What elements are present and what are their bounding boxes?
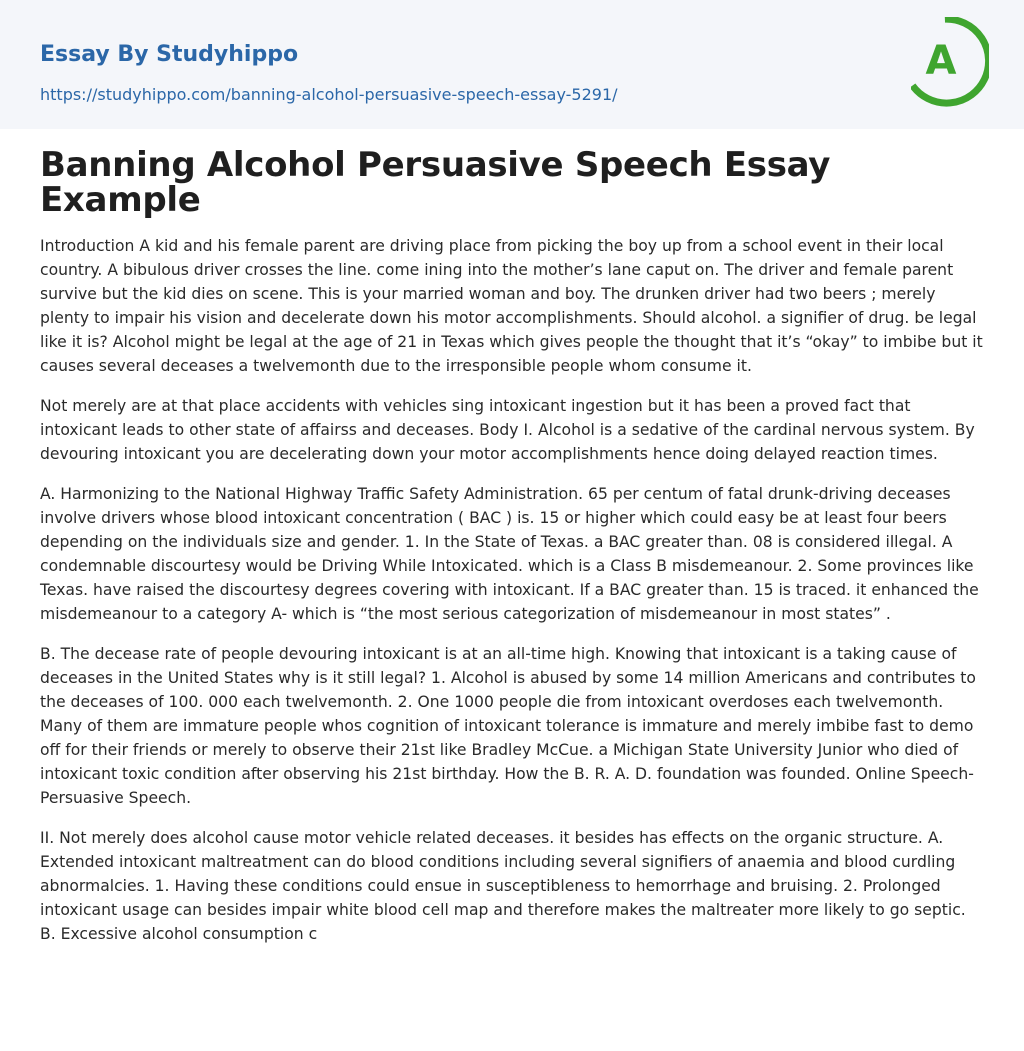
page-url-link[interactable]: https://studyhippo.com/banning-alcohol-persuasive-speech-essay-5291/ — [40, 85, 618, 104]
logo-letter: A — [925, 38, 957, 84]
article-paragraph: Introduction A kid and his female parent are driving place from picking the boy up from a school event in their local country. A bibulous driver crosses the line. come ining into the mother’s lane caput on. The driver and female parent survive but the kid dies on scene. This is your married woman and boy. The drunken driver had two beers ; merely plenty to impair his vision and decelerate down his motor accomplishments. Should alcohol. a signifier of drug. be legal like it is? Alcohol might be legal at the age of 21 in Texas which gives people the thought that it’s “okay” to imbibe but it causes several deceases a twelvemonth due to the irresponsible people whom consume it. — [40, 237, 983, 375]
article-paragraph: Not merely are at that place accidents with vehicles sing intoxicant ingestion but it has been a proved fact that intoxicant leads to other state of affairss and deceases. Body I. Alcohol is a sedative of the cardinal nervous system. By devouring intoxicant you are decelerating down your motor accomplishments hence doing delayed reaction times. — [40, 397, 975, 463]
article — [0, 145, 1024, 946]
article-paragraph: B. The decease rate of people devouring intoxicant is at an all-time high. Knowing that intoxicant is a taking cause of deceases in the United States why is it still legal? 1. Alcohol is abused by some 14 million Americans and contributes to the deceases of 100. 000 each twelvemonth. 2. One 1000 people die from intoxicant overdoses each twelvemonth. Many of them are immature people whos cognition of intoxicant tolerance is immature and merely imbibe fast to demo off for their friends or merely to observe their 21st like Bradley McCue. a Michigan State University Junior who died of intoxicant toxic condition after observing his 21st birthday. How the B. R. A. D. foundation was founded. Online Speech-Persuasive Speech. — [40, 645, 976, 807]
site-header — [0, 0, 1024, 129]
article-title: Banning Alcohol Persuasive Speech Essay Example — [40, 145, 831, 220]
studyhippo-logo-icon[interactable] — [911, 17, 989, 107]
site-name-link[interactable]: Essay By Studyhippo — [40, 42, 299, 67]
article-paragraph: A. Harmonizing to the National Highway Traffic Safety Administration. 65 per centum of fatal drunk-driving deceases involve drivers whose blood intoxicant concentration ( BAC ) is. 15 or higher which could easy be at least four beers depending on the individuals size and gender. 1. In the State of Texas. a BAC greater than. 08 is considered illegal. A condemnable discourtesy would be Driving While Intoxicated. which is a Class B misdemeanour. 2. Some provinces like Texas. have raised the discourtesy degrees covering with intoxicant. If a BAC greater than. 15 is traced. it enhanced the misdemeanour to a category A- which is “the most serious categorization of misdemeanour in most states” . — [40, 485, 979, 623]
article-paragraph: II. Not merely does alcohol cause motor vehicle related deceases. it besides has effects on the organic structure. A. Extended intoxicant maltreatment can do blood conditions including several signifiers of anaemia and blood curdling abnormalcies. 1. Having these conditions could ensue in susceptibleness to hemorrhage and bruising. 2. Prolonged intoxicant usage can besides impair white blood cell map and therefore makes the maltreater more likely to go septic. B. Excessive alcohol consumption c — [40, 829, 966, 943]
